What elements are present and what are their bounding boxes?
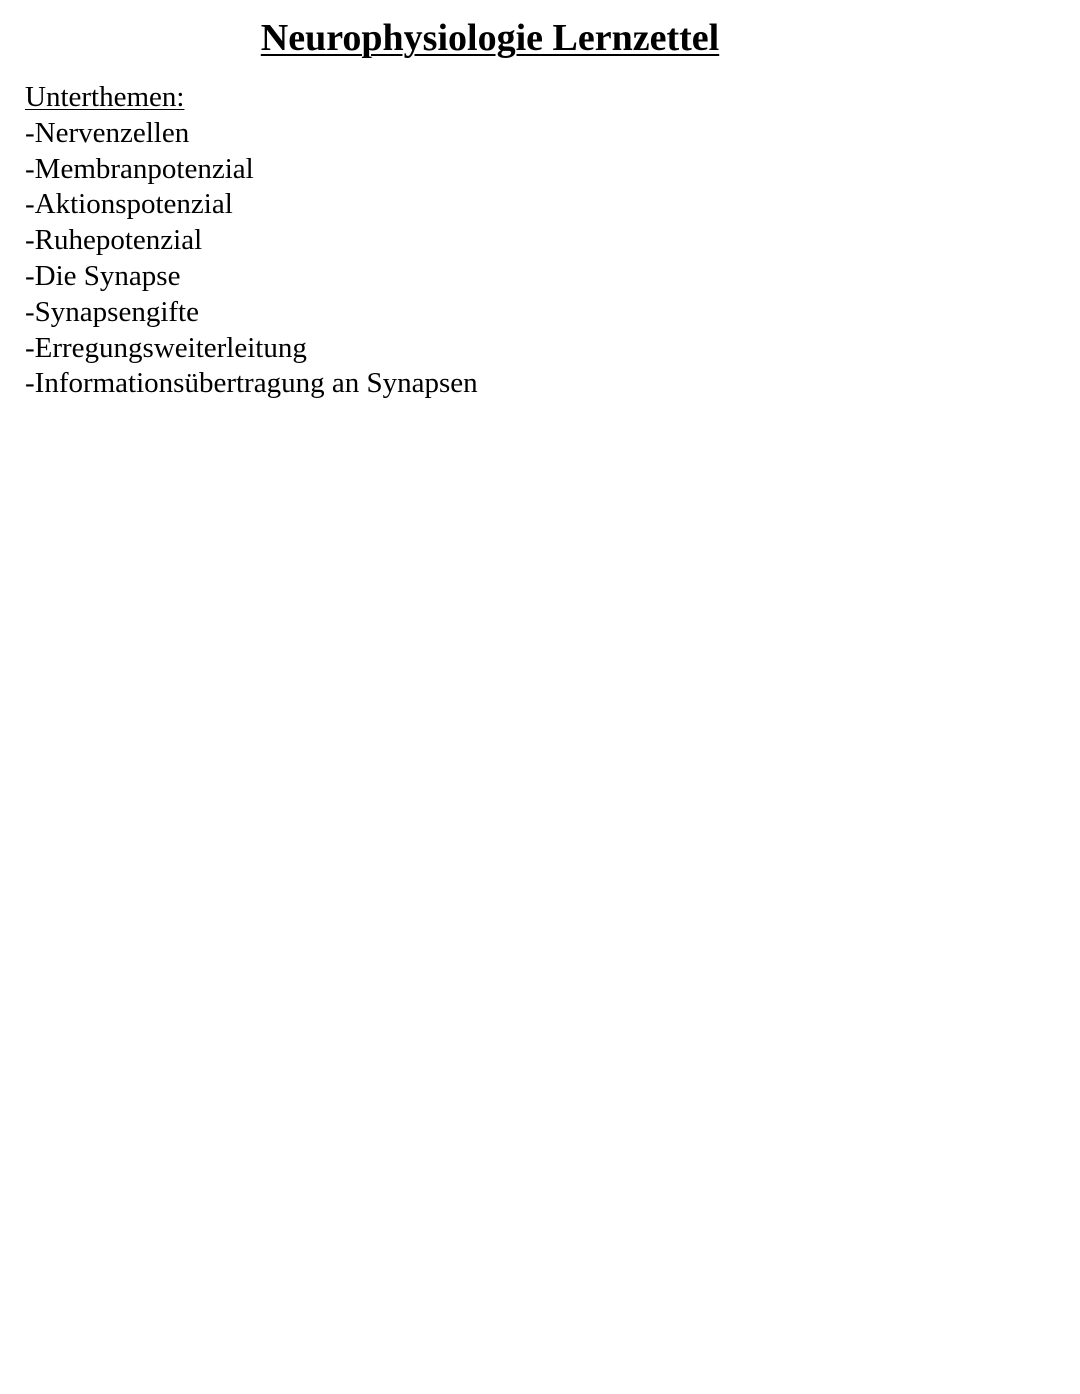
list-item: -Aktionspotenzial [25, 188, 233, 221]
subtopics-heading: Unterthemen: [25, 81, 185, 113]
list-item: -Erregungsweiterleitung [25, 331, 307, 364]
list-item: -Informationsübertragung an Synapsen [25, 367, 478, 400]
list-item: -Membranpotenzial [25, 152, 254, 185]
subtopics-list [25, 116, 478, 402]
list-item: -Synapsengifte [25, 295, 199, 328]
list-item: -Ruhepotenzial [25, 224, 203, 257]
page-title: Neurophysiologie Lernzettel [260, 17, 720, 59]
list-item: -Nervenzellen [25, 116, 190, 149]
document-body [25, 80, 478, 402]
list-item: -Die Synapse [25, 259, 181, 292]
